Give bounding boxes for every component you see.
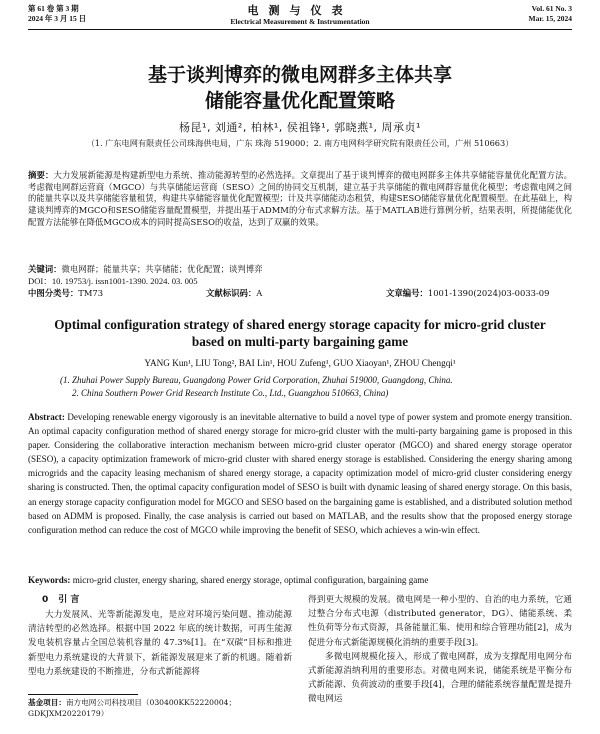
keywords-en bbox=[28, 574, 572, 587]
journal-name-cn: 电测与仪表 bbox=[247, 4, 353, 17]
title-cn-line1: 基于谈判博弈的微电网群多主体共享 bbox=[147, 64, 452, 86]
date-en: Mar. 15, 2024 bbox=[528, 14, 572, 23]
title-en-line2: based on multi-party bargaining game bbox=[191, 334, 409, 349]
article-number-value: 1001-1390(2024)03-0033-09 bbox=[427, 288, 550, 298]
authors-en: YANG Kun¹, LIU Tong², BAI Lin¹, HOU Zufeng¹, GUO Xiaoyan¹, ZHOU Chengqi¹ bbox=[144, 358, 456, 368]
abstract-en-text: Developing renewable energy vigorously is an inevitable alternative to build a novel type of power system and promote energy transition. An optimal capacity configuration method of shared energy storage for micro-grid cluster with the multi-party bargaining game is proposed in this paper. Considering the collaborative interaction mechanism between micro-grid cluster operator (MGCO) and shared energy storage operator (SESO), a capacity optimization framework of micro-grid cluster with shared energy storage is established. Considering the energy sharing among microgrids and the capacity leasing mechanism of shared energy storage, a capacity optimization model of micro-grid cluster considering energy sharing is constructed. Then, the optimal capacity configuration model of SESO is built with dynamic leasing of shared energy storage. On this basis, an energy storage capacity configuration model for MGCO and SESO based on the bargaining game is established, and a distributed solution method based on ADMM is proposed. Finally, the case analysis is carried out based on MATLAB, and the results show that the proposed energy storage configuration method can reduce the cost of MGCO while improving the benefit of SESO, which achieves a win-win effect. bbox=[28, 412, 572, 535]
running-head-right bbox=[529, 4, 572, 24]
document-code bbox=[206, 288, 263, 300]
funding-text: 南方电网公司科技项目（030400KK52220004；GDKJXM20220179） bbox=[28, 698, 237, 718]
abstract-en bbox=[28, 410, 572, 537]
body-column-left bbox=[28, 593, 292, 679]
abstract-cn-label: 摘要： bbox=[28, 170, 54, 180]
affiliation-en-1: (1. Zhuhai Power Supply Bureau, Guangdong Power Grid Corporation, Zhuhai 519000, Guangdong, China. bbox=[60, 375, 453, 385]
abstract-en-label: Abstract: bbox=[28, 412, 65, 422]
clc-label: 中图分类号： bbox=[28, 288, 79, 298]
intro-paragraph-2: 多微电网规模化接入，形成了微电网群，成为支撑配用电网分布式新能源消纳利用的重要形态。对微电网来说，储能系统是平衡分布式新能源、负荷波动的重要手段[4]，合理的储能系统容量配置是提升微电网运 bbox=[308, 651, 572, 705]
title-en-line1: Optimal configuration strategy of shared energy storage capacity for micro-grid cluster bbox=[54, 317, 546, 332]
classification-row bbox=[28, 288, 572, 300]
keywords-en-text: micro-grid cluster, energy sharing, shared energy storage, optimal configuration, bargaining game bbox=[70, 575, 429, 585]
abstract-cn bbox=[28, 170, 572, 229]
funding-footnote bbox=[28, 697, 292, 719]
header-rule bbox=[28, 29, 572, 30]
clc bbox=[28, 288, 104, 300]
doi: DOI：10. 19753/j. issn1001-1390. 2024. 03. 005 bbox=[28, 276, 198, 286]
intro-paragraph-1: 大力发展风、光等新能源发电，是应对环境污染问题、推动能源清洁转型的必然选择。根据中国 2022 年底的统计数据，可再生能源发电装机容量占全国总装机容量的 47.3%[1]。在“双碳”目标和推进新型电力系统建设的大背景下，新能源发展迎来了新的机遇。随着新型电力系统建设的不断推进，分布式新能源将 bbox=[28, 610, 292, 677]
funding-label: 基金项目： bbox=[28, 698, 66, 707]
keywords-en-label: Keywords: bbox=[28, 575, 71, 585]
title-en bbox=[28, 316, 572, 350]
section-number: 0 bbox=[42, 595, 49, 605]
footnote-rule bbox=[28, 694, 138, 695]
article-number-label: 文章编号： bbox=[386, 288, 428, 298]
intro-paragraph-1-continued: 得到更大规模的发展。微电网是一种小型的、自治的电力系统，它通过整合分布式电源（distributed generator，DG）、储能系统、柔性负荷等分布式资源，具备能量汇集、使用和综合管理功能[2]，成为促进分布式新能源规模化消纳的重要手段[3]。 bbox=[308, 595, 572, 648]
title-cn bbox=[28, 62, 572, 114]
journal-name-en: Electrical Measurement & Instrumentation bbox=[230, 17, 370, 26]
volume-issue-cn: 第 61 卷 第 3 期 bbox=[28, 4, 79, 13]
affiliation-cn: （1. 广东电网有限责任公司珠海供电局，广东 珠海 519000；2. 南方电网科学研究院有限责任公司，广州 510663） bbox=[86, 138, 514, 148]
document-code-label: 文献标识码： bbox=[206, 288, 257, 298]
title-cn-line2: 储能容量优化配置策略 bbox=[204, 90, 395, 112]
keywords-cn-text: 微电网群；能量共享；共享储能；优化配置；谈判博弈 bbox=[61, 264, 263, 274]
date-cn: 2024 年 3 月 15 日 bbox=[28, 14, 87, 23]
clc-value: TM73 bbox=[78, 288, 104, 298]
affiliation-en-2: 2. China Southern Power Grid Research Institute Co., Ltd., Guangzhou 510663, China) bbox=[72, 387, 389, 398]
volume-issue-en: Vol. 61 No. 3 bbox=[531, 4, 572, 13]
running-head bbox=[28, 4, 572, 30]
section-title: 引 言 bbox=[58, 595, 80, 605]
abstract-cn-text: 大力发展新能源是构建新型电力系统、推动能源转型的必然选择。文章提出了基于谈判博弈的微电网群多主体共享储能容量优化配置方法。考虑微电网群运营商（MGCO）与共享储能运营商（SESO）之间的协同交互机制，建立基于共享储能的微电网群容量优化模型；考虑微电网之间的能量共享以及共享储能容量租赁，构建共享储能容量优化配置模型；计及共享储能动态租赁，构建SESO储能容量优化配置模型。在此基础上，构建谈判博弈的MGCO和SESO储能容量配置模型，并提出基于ADMM的分布式求解方法。基于MATLAB进行算例分析，结果表明，所提储能优化配置方法能够在降低MGCO成本的同时提高SESO的收益，达到了双赢的效果。 bbox=[28, 170, 573, 227]
document-code-value: A bbox=[256, 288, 263, 298]
article-number bbox=[386, 288, 550, 300]
running-head-center bbox=[28, 4, 572, 27]
section-heading-introduction bbox=[28, 593, 292, 607]
authors-cn: 杨昆¹, 刘通², 柏林¹, 侯祖锋¹, 郭晓燕¹, 周承贞¹ bbox=[179, 121, 421, 134]
keywords-cn bbox=[28, 264, 572, 276]
keywords-cn-label: 关键词： bbox=[28, 264, 62, 274]
body-column-right bbox=[308, 593, 572, 707]
affiliation-en bbox=[60, 374, 572, 399]
